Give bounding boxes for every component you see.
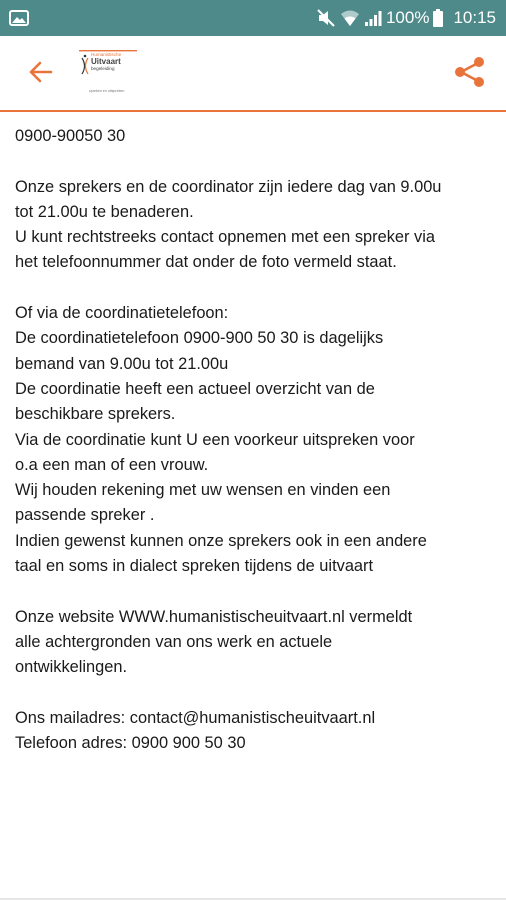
content-line: het telefoonnummer dat onder de foto vermeld staat. (15, 253, 397, 272)
content-line: Via de coordinatie kunt U een voorkeur uitspreken voor (15, 430, 415, 449)
mute-icon (316, 8, 336, 28)
content-paragraph (15, 124, 495, 149)
content-line: Telefoon adres: 0900 900 50 30 (15, 734, 246, 753)
content-line: De coordinatie heeft een actueel overzicht van de (15, 379, 375, 398)
content-line: bemand van 9.00u tot 21.00u (15, 354, 229, 373)
logo-line3: begeleiding (91, 66, 115, 71)
arrow-left-icon (27, 59, 53, 90)
logo-line1: Humanistische (91, 52, 122, 57)
app-bar (0, 36, 506, 112)
content-line: tot 21.00u te benaderen. (15, 202, 194, 221)
content-line: Onze sprekers en de coordinator zijn iedere dag van 9.00u (15, 177, 442, 196)
content-line: De coordinatietelefoon 0900-900 50 30 is dagelijks (15, 329, 384, 348)
content-line: Wij houden rekening met uw wensen en vinden een (15, 481, 391, 500)
content-line: U kunt rechtstreeks contact opnemen met een spreker via (15, 228, 435, 247)
status-bar (0, 0, 506, 36)
content-line: Of via de coordinatietelefoon: (15, 304, 229, 323)
content-line: Indien gewenst kunnen onze sprekers ook in een andere (15, 531, 427, 550)
back-button[interactable] (20, 54, 60, 94)
wifi-icon (340, 9, 360, 27)
content-line: taal en soms in dialect spreken tijdens de uitvaart (15, 557, 374, 576)
logo-tagline: spreken en uitspreken (89, 89, 125, 93)
info-content (15, 124, 495, 782)
content-line: ontwikkelingen. (15, 658, 128, 677)
content-line: Ons mailadres: contact@humanistischeuitvaart.nl (15, 708, 376, 727)
content-line: Onze website WWW.humanistischeuitvaart.nl vermeldt (15, 607, 413, 626)
content-paragraph (15, 301, 495, 579)
content-line: alle achtergronden van ons werk en actuele (15, 632, 333, 651)
battery-percent: 100% (385, 8, 430, 27)
content-paragraph (15, 175, 495, 276)
logo (78, 48, 140, 100)
clock: 10:15 (453, 8, 496, 27)
share-icon (453, 55, 487, 94)
content-line: o.a een man of een vrouw. (15, 455, 209, 474)
share-button[interactable] (450, 54, 490, 94)
content-line: passende spreker . (15, 506, 155, 525)
content-line: beschikbare sprekers. (15, 405, 176, 424)
gallery-icon (9, 10, 29, 26)
signal-icon (364, 9, 382, 27)
content-line: 0900-90050 30 (15, 127, 126, 145)
battery-icon (433, 9, 443, 27)
logo-line2: Uitvaart (91, 57, 121, 66)
logo-symbol (82, 55, 88, 74)
content-paragraph (15, 605, 495, 681)
content-paragraph (15, 706, 495, 757)
